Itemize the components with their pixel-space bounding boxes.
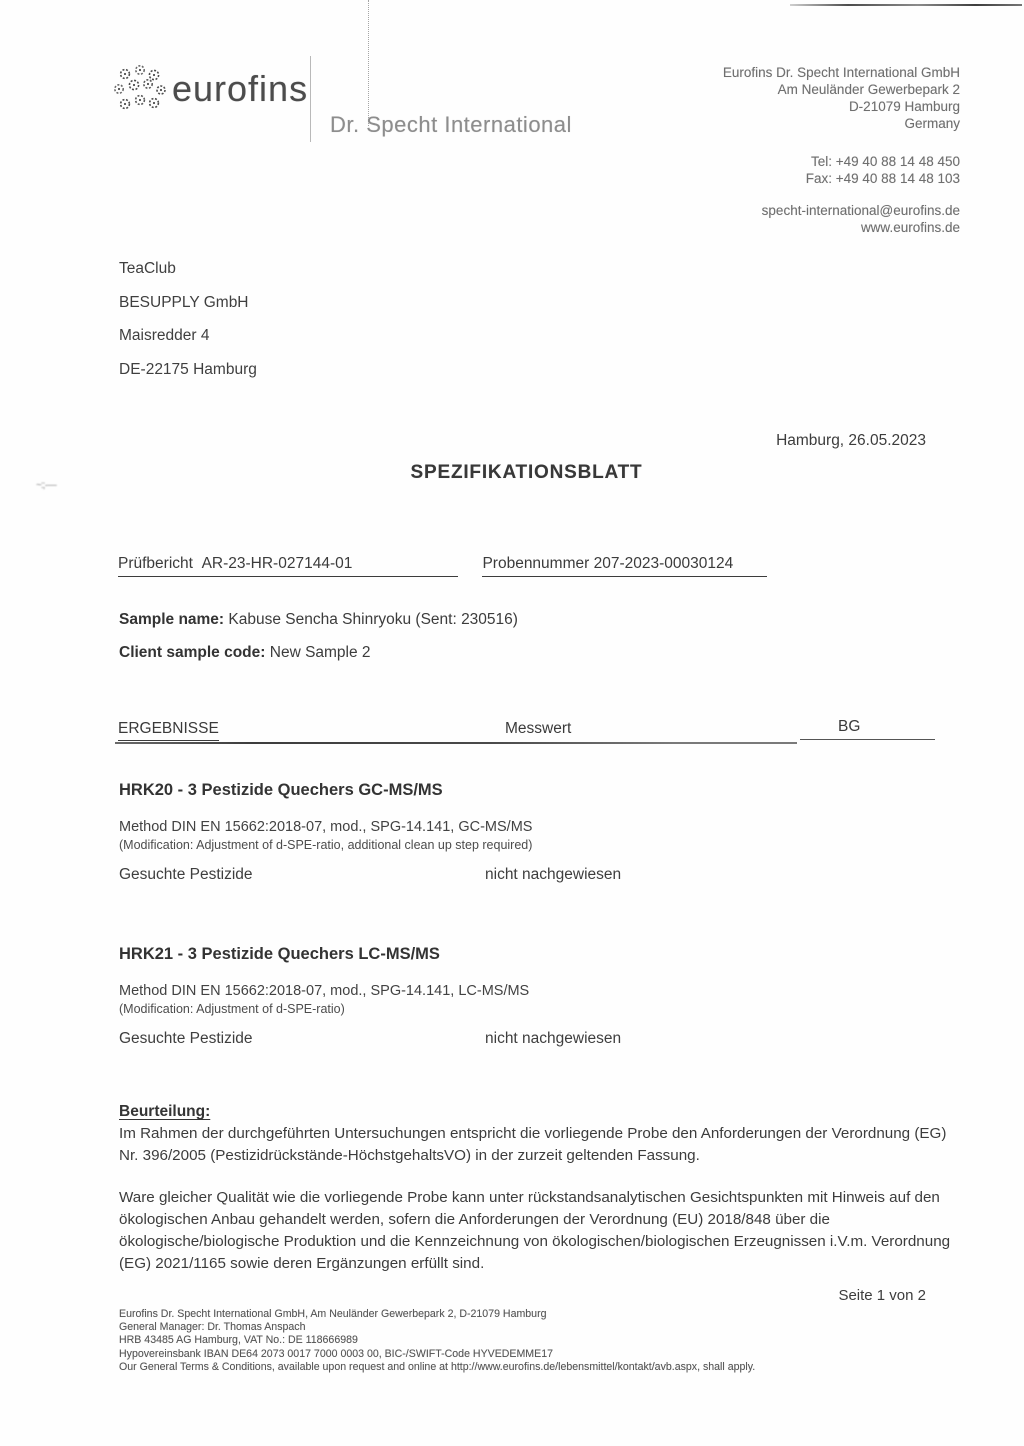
assessment-section [119, 1103, 951, 1275]
sender-fax: Fax: +49 40 88 14 48 103 [805, 171, 960, 186]
assessment-heading: Beurteilung: [119, 1103, 211, 1120]
result-block-hrk20 [119, 781, 936, 884]
results-header-rule-bg [800, 739, 935, 740]
sample-name-row [119, 611, 518, 629]
results-col-bg: BG [838, 718, 861, 735]
assessment-paragraph-1: Im Rahmen der durchgeführten Untersuchungen entspricht die vorliegende Probe den Anforderungen der Verordnung (EG) Nr. 396/2005 (Pestizidrückstände-HöchstgehaltsVO) in der zurzeit geltenden Fassung. [119, 1125, 947, 1164]
footer-small-print [119, 1308, 949, 1374]
result-modification: (Modification: Adjustment of d-SPE-ratio) [119, 1002, 345, 1016]
analyte-result: nicht nachgewiesen [485, 866, 622, 883]
client-code-value: New Sample 2 [269, 644, 371, 661]
assessment-paragraph-2: Ware gleicher Qualität wie die vorliegende Probe kann unter rückstandsanalytischen Gesichtspunkten mit Hinweis auf den ökologischen Anbau gehandelt werden, sofern die Anforderungen der Verordnung (EU) 2018/848 über die ökologische/biologische Produktion und die Kennzeichnung von ökologischen/biologischen Erzeugnissen i.V.m. Verordnung (EG) 2021/1165 sowie deren Ergänzungen erfüllt sind. [119, 1189, 951, 1272]
result-modification: (Modification: Adjustment of d-SPE-ratio, additional clean up step required) [119, 838, 533, 852]
result-method: Method DIN EN 15662:2018-07, mod., SPG-14.141, LC-MS/MS [119, 983, 530, 999]
scan-artifact-dotted-line [368, 0, 369, 126]
footer-terms-line: Our General Terms & Conditions, available upon request and online at http://www.eurofins.de/lebensmittel/kontakt/avb.aspx, shall apply. [119, 1360, 756, 1373]
footer-bank-line: Hypovereinsbank IBAN DE64 2073 0017 7000 0003 00, BIC-/SWIFT-Code HYVEDEMME17 [119, 1347, 553, 1360]
pruefbericht-label: Prüfbericht [118, 555, 193, 572]
subbrand-text: Dr. Specht International [330, 112, 572, 137]
page-title: SPEZIFIKATIONSBLATT [410, 462, 643, 483]
eurofins-logo-icon [110, 62, 168, 118]
sender-city: D-21079 Hamburg [848, 99, 960, 114]
sender-street: Am Neuländer Gewerbepark 2 [777, 82, 960, 97]
results-col-messwert: Messwert [505, 720, 572, 737]
report-reference-row [118, 555, 935, 577]
sender-address-block [540, 64, 960, 251]
footer-manager-line: General Manager: Dr. Thomas Anspach [119, 1321, 306, 1334]
probennummer-value: 207-2023-00030124 [593, 555, 734, 572]
recipient-company: BESUPPLY GmbH [119, 293, 249, 311]
recipient-name: TeaClub [119, 260, 176, 277]
analyte-name: Gesuchte Pestizide [119, 866, 253, 883]
sender-email: specht-international@eurofins.de [761, 203, 960, 218]
recipient-address-block [119, 252, 257, 386]
sender-website: www.eurofins.de [860, 220, 960, 235]
sender-company: Eurofins Dr. Specht International GmbH [722, 65, 960, 80]
result-heading: HRK20 - 3 Pestizide Quechers GC-MS/MS [119, 781, 443, 799]
sender-country: Germany [904, 116, 960, 131]
client-code-label: Client sample code: [119, 644, 266, 661]
result-analyte-row [119, 1030, 936, 1048]
logo-divider [310, 56, 311, 142]
results-table-header [118, 720, 935, 744]
analyte-name: Gesuchte Pestizide [119, 1030, 253, 1047]
analyte-result: nicht nachgewiesen [485, 1030, 622, 1047]
results-col-ergebnisse: ERGEBNISSE [118, 720, 219, 741]
eurofins-brand-text: eurofins [172, 68, 309, 109]
dateline: Hamburg, 26.05.2023 [776, 432, 926, 449]
recipient-street: Maisredder 4 [119, 327, 210, 344]
page-number: Seite 1 von 2 [838, 1287, 926, 1304]
result-block-hrk21 [119, 945, 936, 1048]
client-sample-code-row [119, 644, 371, 662]
results-header-rule [115, 742, 797, 744]
result-method: Method DIN EN 15662:2018-07, mod., SPG-14.141, GC-MS/MS [119, 819, 533, 835]
sample-name-value: Kabuse Sencha Shinryoku (Sent: 230516) [228, 611, 518, 628]
result-analyte-row [119, 866, 936, 884]
scan-artifact-top-line [790, 4, 1022, 6]
footer-registry-line: HRB 43485 AG Hamburg, VAT No.: DE 118666989 [119, 1334, 358, 1347]
pruefbericht-segment [118, 555, 458, 577]
probennummer-segment [482, 555, 767, 577]
result-heading: HRK21 - 3 Pestizide Quechers LC-MS/MS [119, 945, 440, 963]
pruefbericht-value: AR-23-HR-027144-01 [201, 555, 353, 572]
probennummer-label: Probennummer [482, 555, 590, 572]
sender-tel: Tel: +49 40 88 14 48 450 [810, 154, 960, 169]
recipient-city: DE-22175 Hamburg [119, 360, 257, 378]
scan-artifact-smudge: ~:;·— [36, 480, 56, 491]
footer-company-line: Eurofins Dr. Specht International GmbH, Am Neuländer Gewerbepark 2, D-21079 Hamburg [119, 1308, 547, 1320]
sample-name-label: Sample name: [119, 611, 225, 628]
